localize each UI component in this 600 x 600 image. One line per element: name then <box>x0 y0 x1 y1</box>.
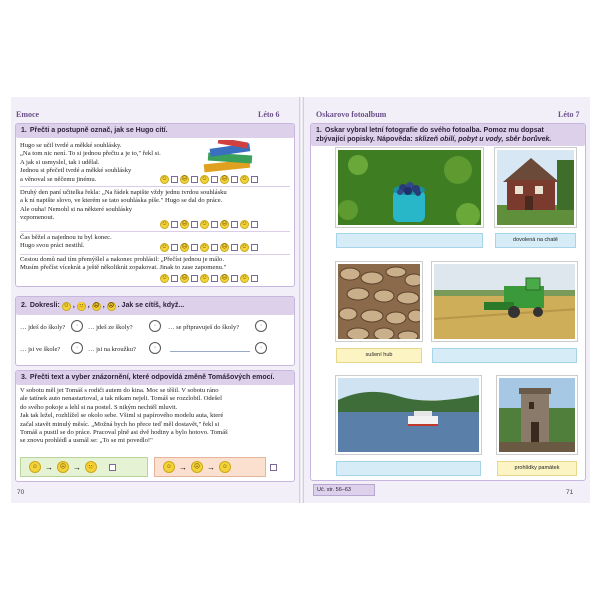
photo-cottage <box>495 148 576 227</box>
draw-face-1[interactable]: · <box>71 320 83 332</box>
emotion-choice-row-4[interactable]: ☺ ☹ ☺ ☹ ☺ <box>160 274 258 283</box>
task-2-title: 2. Dokresli: ☺ , 😐 , ☹ , ☹ . Jak se cítíš, když... <box>16 297 294 315</box>
draw-face-6[interactable]: · <box>255 342 267 354</box>
answer-line <box>170 351 250 352</box>
photo-harvester <box>432 262 577 341</box>
photo-album-title: 1. Oskar vybral letní fotografie do svého fotoalba. Pomoz mu dopsat zbývající popisky. Nápověda: sklizeň obilí, pobyt u vody, sběr borůvek. <box>311 124 585 146</box>
caption-lake[interactable] <box>336 461 481 476</box>
textbook-reference: Uč. str. 56–63 <box>313 484 375 496</box>
option-b-checkbox[interactable] <box>270 464 277 471</box>
option-b[interactable]: ☺ → ☹ → ☺ <box>154 457 266 477</box>
caption-mushrooms[interactable]: sušení hub <box>336 348 422 363</box>
task-1-paragraph-4: Cestou domů nad tím přemýšlel a nakonec prohlásil: „Přečíst jednou je málo. Musím přečíst vícekrát a ještě několikrát zopakovat. Jinak to zase zapomenu." <box>20 256 227 272</box>
task-2-item-1: … jdeš do školy? <box>20 324 66 331</box>
task-2-item-5: … jsi na kroužku? <box>88 346 136 353</box>
photo-mushrooms <box>336 262 422 341</box>
draw-face-5[interactable]: · <box>149 342 161 354</box>
caption-harvester[interactable] <box>432 348 577 363</box>
task-2-item-4: … jsi ve škole? <box>20 346 61 353</box>
option-a[interactable]: ☺ → ☹ → 😐 <box>20 457 148 477</box>
task-1-title: 1. Přečti a postupně označ, jak se Hugo cítí. <box>16 124 294 138</box>
caption-blueberries[interactable] <box>336 233 483 248</box>
emotion-choice-row-3[interactable]: ☺ ☹ ☺ ☹ ☺ <box>160 243 258 252</box>
emotion-choice-row-2[interactable]: ☺ ☹ ☺ ☹ ☺ <box>160 220 258 229</box>
photo-blueberries <box>336 148 483 227</box>
draw-face-2[interactable]: · <box>149 320 161 332</box>
photo-castle <box>497 376 577 454</box>
task-1-paragraph-1: Hugo se učil tvrdé a měkké souhlásky. „Na tom nic není. To si jednou přečtu a je to," řekl si. A jak si usmyslel, tak i udělal. Jednou si přečetl tvrdé a měkké souhlásky a věnoval se něčemu jinému. <box>20 142 161 183</box>
task-1-paragraph-2: Druhý den paní učitelka řekla: „Na řádek napište vždy jednu tvrdou souhlásku a k ní napište slovo, ve kterém se tato souhláska píše." Hugo se dal do práce. Ale ouha! Nemohl si na některé souhlásky vzpomenout. <box>20 189 227 222</box>
left-header-title: Emoce <box>16 110 40 119</box>
photo-lake <box>336 376 481 454</box>
left-header-season: Léto 6 <box>258 110 280 119</box>
draw-face-3[interactable]: · <box>255 320 267 332</box>
left-page-number: 70 <box>17 489 25 496</box>
task-1-paragraph-3: Čas běžel a najednou tu byl konec. Hugo svou práci nestihl. <box>20 234 112 250</box>
task-2-item-2: … jdeš ze školy? <box>88 324 133 331</box>
right-header-season: Léto 7 <box>558 110 580 119</box>
right-header-title: Oskarovo fotoalbum <box>316 110 387 119</box>
task-3-title: 3. Přečti text a vyber znázornění, které odpovídá změně Tomášových emocí. <box>16 371 294 385</box>
task-3-text: V sobotu měl jet Tomáš s rodiči autem do kina. Moc se těšil. V sobotu ráno ale tatínek auto nenastartoval, a tak nikam nejeli. Tomáš se rozzlobil. Odešel do svého pokoje a lehl si na postel. S nikým nechtěl mluvit. Jak tak ležel, rozhlížel se okolo sebe. Všiml si papírového modelu auta, které začal stavět minulý měsíc. „Možná bych ho přece teď měl dostavět," řekl si Tomáš a pustil se do práce. Pracoval plně asi dvě hodiny a bylo hotovo. Tomáš se znovu prohlédl a usmál se: „To se mi povedlo!" <box>20 387 228 445</box>
emotion-choice-row-1[interactable]: ☺ ☹ ☺ ☹ ☺ <box>160 175 258 184</box>
task-2-item-3: … se připravuješ do školy? <box>168 324 240 331</box>
caption-castle[interactable]: prohlídky památek <box>497 461 577 476</box>
books-illustration <box>200 140 262 174</box>
right-page-number: 71 <box>566 489 574 496</box>
draw-face-4[interactable]: · <box>71 342 83 354</box>
caption-cottage[interactable]: dovolená na chatě <box>495 233 576 248</box>
